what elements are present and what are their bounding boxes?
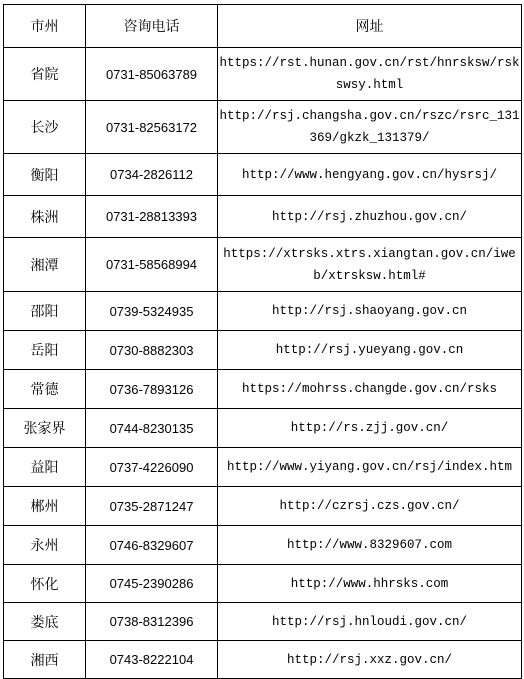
phone-cell: 0737-4226090	[86, 448, 218, 487]
website-cell: http://rsj.xxz.gov.cn/	[218, 641, 522, 679]
website-cell: http://www.hhrsks.com	[218, 565, 522, 603]
city-cell: 湘西	[4, 641, 86, 679]
website-cell: http://www.hengyang.gov.cn/hysrsj/	[218, 154, 522, 196]
header-phone: 咨询电话	[86, 5, 218, 48]
header-row	[4, 5, 522, 48]
city-cell: 益阳	[4, 448, 86, 487]
website-cell: http://rsj.changsha.gov.cn/rszc/rsrc_1313​69/gkzk_131379/	[218, 101, 522, 154]
phone-cell: 0743-8222104	[86, 641, 218, 679]
header-website: 网址	[218, 5, 522, 48]
website-cell: http://rs.zjj.gov.cn/	[218, 409, 522, 448]
city-cell: 长沙	[4, 101, 86, 154]
header-city: 市州	[4, 5, 86, 48]
city-cell: 岳阳	[4, 331, 86, 370]
table-row	[4, 154, 522, 196]
phone-cell: 0736-7893126	[86, 370, 218, 409]
city-cell: 永州	[4, 526, 86, 565]
phone-cell: 0739-5324935	[86, 292, 218, 331]
city-cell: 邵阳	[4, 292, 86, 331]
website-cell: https://rst.hunan.gov.cn/rst/hnrsksw/rsksw​sy.html	[218, 48, 522, 101]
table-row	[4, 238, 522, 292]
phone-cell: 0730-8882303	[86, 331, 218, 370]
phone-cell: 0745-2390286	[86, 565, 218, 603]
table-row	[4, 565, 522, 603]
phone-cell: 0731-82563172	[86, 101, 218, 154]
city-cell: 怀化	[4, 565, 86, 603]
website-cell: https://mohrss.changde.gov.cn/rsks	[218, 370, 522, 409]
city-cell: 娄底	[4, 603, 86, 641]
website-cell: http://rsj.zhuzhou.gov.cn/	[218, 196, 522, 238]
table-row	[4, 101, 522, 154]
table-row	[4, 641, 522, 679]
table-row	[4, 487, 522, 526]
table-row	[4, 409, 522, 448]
city-cell: 衡阳	[4, 154, 86, 196]
table-row	[4, 331, 522, 370]
table-row	[4, 48, 522, 101]
city-cell: 株洲	[4, 196, 86, 238]
phone-cell: 0738-8312396	[86, 603, 218, 641]
city-cell: 郴州	[4, 487, 86, 526]
table-row	[4, 448, 522, 487]
city-cell: 湘潭	[4, 238, 86, 292]
website-cell: http://rsj.yueyang.gov.cn	[218, 331, 522, 370]
contact-table	[3, 4, 522, 679]
table-row	[4, 370, 522, 409]
website-cell: https://xtrsks.xtrs.xiangtan.gov.cn/iweb/​xtrsksw.html#	[218, 238, 522, 292]
website-cell: http://czrsj.czs.gov.cn/	[218, 487, 522, 526]
website-cell: http://www.8329607.com	[218, 526, 522, 565]
phone-cell: 0735-2871247	[86, 487, 218, 526]
website-cell: http://rsj.hnloudi.gov.cn/	[218, 603, 522, 641]
table-row	[4, 196, 522, 238]
phone-cell: 0731-85063789	[86, 48, 218, 101]
phone-cell: 0734-2826112	[86, 154, 218, 196]
website-cell: http://www.yiyang.gov.cn/rsj/index.htm	[218, 448, 522, 487]
phone-cell: 0731-58568994	[86, 238, 218, 292]
phone-cell: 0731-28813393	[86, 196, 218, 238]
city-cell: 张家界	[4, 409, 86, 448]
table-row	[4, 292, 522, 331]
phone-cell: 0744-8230135	[86, 409, 218, 448]
table-row	[4, 526, 522, 565]
city-cell: 常德	[4, 370, 86, 409]
city-cell: 省院	[4, 48, 86, 101]
phone-cell: 0746-8329607	[86, 526, 218, 565]
table-row	[4, 603, 522, 641]
website-cell: http://rsj.shaoyang.gov.cn	[218, 292, 522, 331]
